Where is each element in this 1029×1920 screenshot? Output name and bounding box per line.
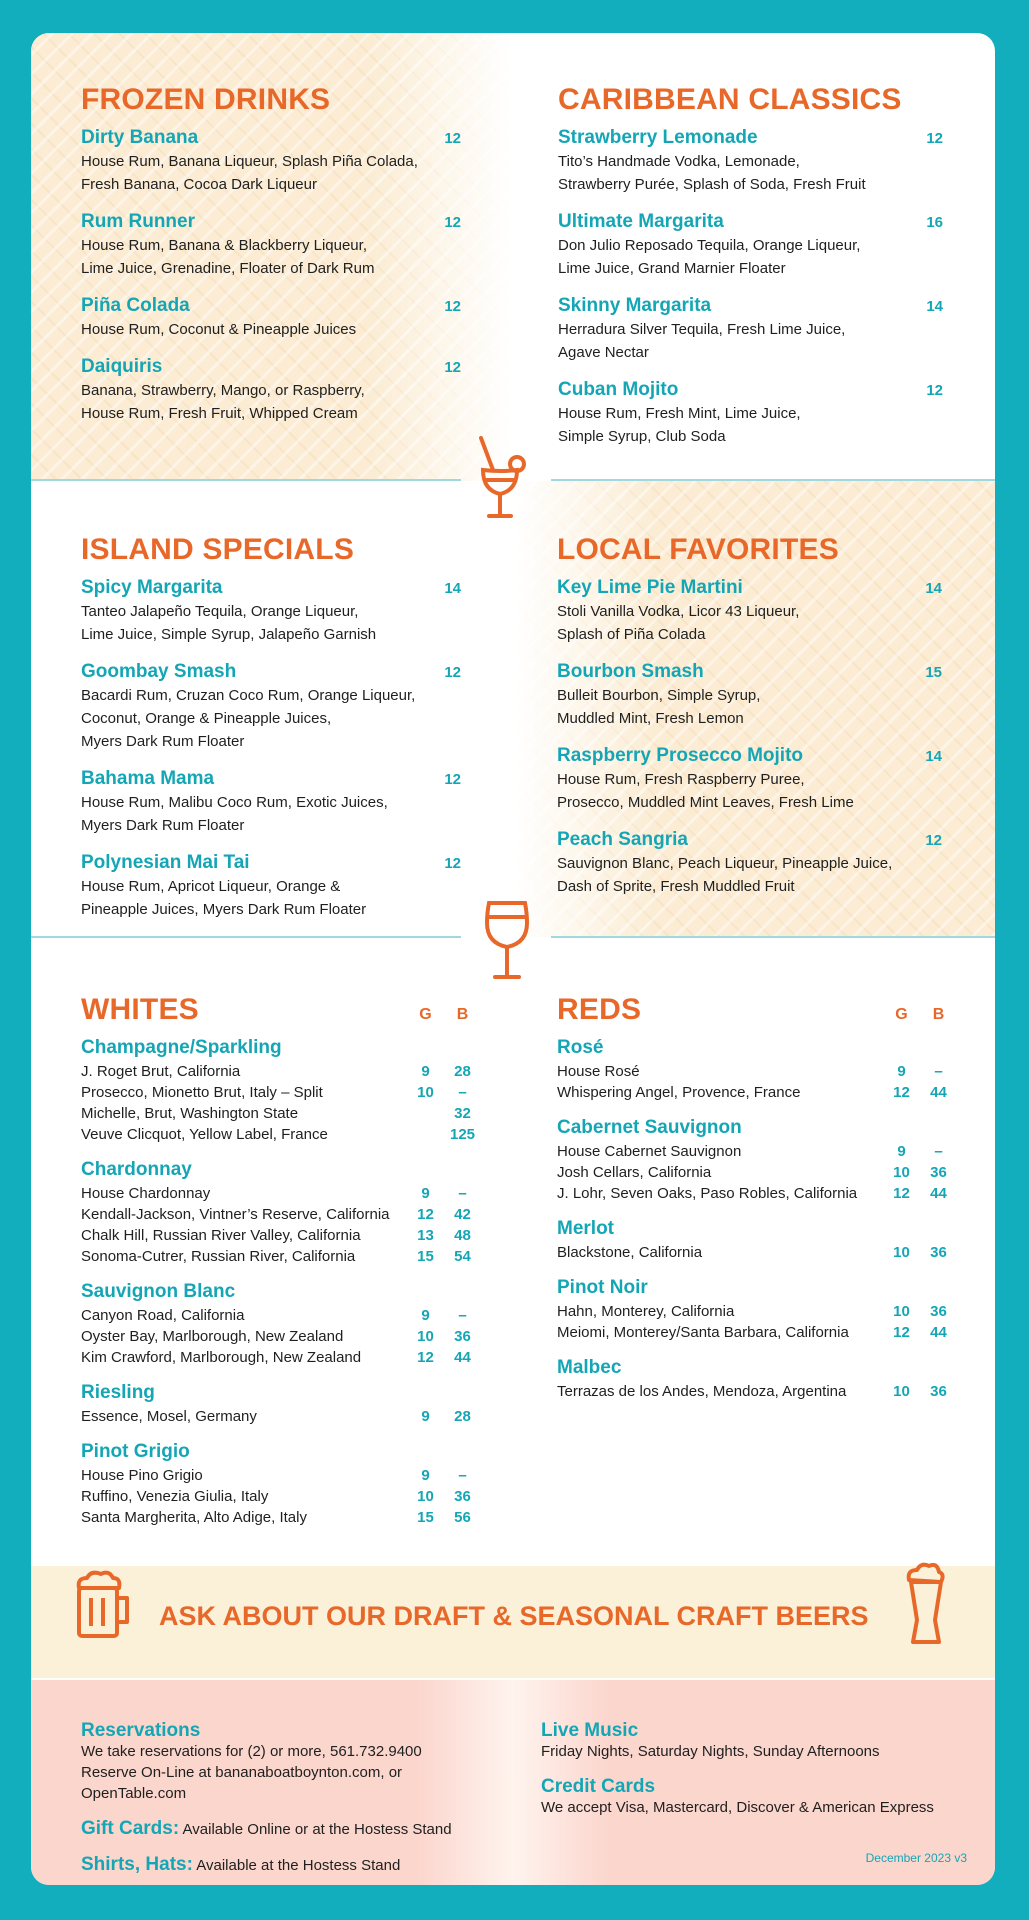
wine-name: Sonoma-Cutrer, Russian River, California bbox=[81, 1248, 356, 1265]
glass-label: G bbox=[419, 1006, 432, 1023]
menu-item-description: House Rum, Banana & Blackberry Liqueur, bbox=[81, 237, 367, 254]
menu-item-price: 12 bbox=[444, 298, 461, 315]
menu-item-description: Bulleit Bourbon, Simple Syrup, bbox=[557, 687, 761, 704]
glass-price: 9 bbox=[421, 1408, 430, 1425]
glass-price: 9 bbox=[421, 1063, 430, 1080]
wine-row bbox=[81, 1406, 481, 1427]
wine-name: Whispering Angel, Provence, France bbox=[557, 1084, 801, 1101]
wine-category-name: Champagne/Sparkling bbox=[81, 1037, 282, 1058]
wine-name: Josh Cellars, California bbox=[557, 1164, 712, 1181]
menu-item bbox=[558, 127, 943, 195]
section-island bbox=[81, 533, 461, 936]
menu-item-description: Fresh Banana, Cocoa Dark Liqueur bbox=[81, 176, 317, 193]
divider-1b bbox=[551, 479, 995, 481]
menu-item-description: Strawberry Purée, Splash of Soda, Fresh Fruit bbox=[558, 176, 866, 193]
menu-item-name: Strawberry Lemonade bbox=[558, 127, 758, 148]
menu-item bbox=[558, 379, 943, 447]
wine-name: J. Lohr, Seven Oaks, Paso Robles, California bbox=[557, 1185, 858, 1202]
wine-category bbox=[557, 1277, 957, 1343]
wine-row bbox=[81, 1225, 481, 1246]
wine-category-name: Sauvignon Blanc bbox=[81, 1281, 236, 1302]
section-title: ISLAND SPECIALS bbox=[81, 533, 355, 566]
menu-item-description: House Rum, Fresh Raspberry Puree, bbox=[557, 771, 805, 788]
menu-item-description: Muddled Mint, Fresh Lemon bbox=[557, 710, 744, 727]
wine-category-name: Riesling bbox=[81, 1382, 155, 1403]
bottle-price: 42 bbox=[454, 1206, 471, 1223]
menu-item-description: Lime Juice, Simple Syrup, Jalapeño Garnish bbox=[81, 626, 377, 643]
wine-row bbox=[81, 1486, 481, 1507]
wine-category bbox=[81, 1159, 481, 1267]
menu-item-name: Ultimate Margarita bbox=[558, 211, 724, 232]
menu-item-description: Prosecco, Muddled Mint Leaves, Fresh Lime bbox=[557, 794, 854, 811]
wine-category-name: Chardonnay bbox=[81, 1159, 192, 1180]
beer-banner-text: ASK ABOUT OUR DRAFT & SEASONAL CRAFT BEERS bbox=[159, 1601, 869, 1631]
menu-item bbox=[81, 127, 461, 195]
bottle-price: 36 bbox=[930, 1164, 947, 1181]
menu-item bbox=[558, 295, 943, 363]
menu-item-description: Tito’s Handmade Vodka, Lemonade, bbox=[558, 153, 800, 170]
reservations-block bbox=[81, 1720, 501, 1876]
bottle-price: 44 bbox=[454, 1349, 471, 1366]
menu-item-price: 12 bbox=[444, 664, 461, 681]
glass-price: 15 bbox=[417, 1509, 434, 1526]
wine-row bbox=[81, 1326, 481, 1347]
menu-item-price: 12 bbox=[444, 359, 461, 376]
glass-price: 9 bbox=[421, 1185, 430, 1202]
wine-name: House Chardonnay bbox=[81, 1185, 211, 1202]
glass-price: 12 bbox=[893, 1185, 910, 1202]
menu-item-name: Raspberry Prosecco Mojito bbox=[557, 745, 804, 766]
menu-item-description: Lime Juice, Grenadine, Floater of Dark Rum bbox=[81, 260, 375, 277]
wine-name: House Pino Grigio bbox=[81, 1467, 203, 1484]
wine-category bbox=[557, 1218, 957, 1263]
wine-name: Kendall-Jackson, Vintner’s Reserve, California bbox=[81, 1206, 390, 1223]
section-whites bbox=[81, 993, 481, 1542]
menu-item-name: Skinny Margarita bbox=[558, 295, 712, 316]
menu-item-description: Pineapple Juices, Myers Dark Rum Floater bbox=[81, 901, 367, 918]
gift-cards-text: Available Online or at the Hostess Stand bbox=[182, 1821, 452, 1838]
glass-price: 10 bbox=[417, 1488, 434, 1505]
glass-price: 12 bbox=[893, 1324, 910, 1341]
menu-item bbox=[81, 295, 461, 340]
wine-category-name: Cabernet Sauvignon bbox=[557, 1117, 742, 1138]
wine-name: Essence, Mosel, Germany bbox=[81, 1408, 257, 1425]
menu-item-price: 12 bbox=[926, 130, 943, 147]
menu-item-description: Lime Juice, Grand Marnier Floater bbox=[558, 260, 786, 277]
glass-price: 13 bbox=[417, 1227, 434, 1244]
wine-category bbox=[81, 1281, 481, 1368]
menu-item-price: 12 bbox=[444, 855, 461, 872]
menu-item-name: Polynesian Mai Tai bbox=[81, 852, 250, 873]
menu-item-description: Myers Dark Rum Floater bbox=[81, 817, 245, 834]
live-music-block bbox=[541, 1720, 971, 1818]
menu-item-description: House Rum, Fresh Fruit, Whipped Cream bbox=[81, 405, 358, 422]
bottle-price: – bbox=[458, 1185, 467, 1202]
menu-item-description: House Rum, Malibu Coco Rum, Exotic Juices, bbox=[81, 794, 388, 811]
wine-row bbox=[81, 1305, 481, 1326]
menu-item-name: Goombay Smash bbox=[81, 661, 237, 682]
menu-item-description: House Rum, Banana Liqueur, Splash Piña Colada, bbox=[81, 153, 418, 170]
wine-name: Meiomi, Monterey/Santa Barbara, California bbox=[557, 1324, 849, 1341]
wine-name: Terrazas de los Andes, Mendoza, Argentina bbox=[557, 1383, 847, 1400]
wine-category-name: Merlot bbox=[557, 1218, 614, 1239]
wine-name: Hahn, Monterey, California bbox=[557, 1303, 735, 1320]
glass-price: 10 bbox=[893, 1303, 910, 1320]
bottle-price: 28 bbox=[454, 1063, 471, 1080]
wine-name: J. Roget Brut, California bbox=[81, 1063, 241, 1080]
glass-price: 10 bbox=[417, 1084, 434, 1101]
glass-price: 9 bbox=[421, 1307, 430, 1324]
wine-name: Ruffino, Venezia Giulia, Italy bbox=[81, 1488, 269, 1505]
glass-price: 10 bbox=[893, 1244, 910, 1261]
glass-price: 10 bbox=[417, 1328, 434, 1345]
wine-category bbox=[81, 1382, 481, 1427]
wine-category-name: Pinot Noir bbox=[557, 1277, 648, 1298]
menu-item-description: Simple Syrup, Club Soda bbox=[558, 428, 726, 445]
menu-item-price: 12 bbox=[926, 382, 943, 399]
bottle-price: 54 bbox=[454, 1248, 471, 1265]
reservations-title: Reservations bbox=[81, 1720, 201, 1741]
wine-row bbox=[557, 1162, 957, 1183]
menu-item-name: Rum Runner bbox=[81, 211, 195, 232]
bottle-price: 125 bbox=[449, 1126, 476, 1143]
wine-row bbox=[557, 1301, 957, 1322]
menu-item bbox=[81, 356, 461, 424]
section-title: WHITES bbox=[81, 993, 199, 1026]
wine-glass-icon bbox=[477, 893, 537, 993]
divider-1 bbox=[31, 479, 461, 481]
shirts-hats-text: Available at the Hostess Stand bbox=[196, 1857, 401, 1874]
bottle-price: – bbox=[458, 1467, 467, 1484]
glass-price: 12 bbox=[417, 1206, 434, 1223]
wine-name: House Rosé bbox=[557, 1063, 640, 1080]
credit-cards-title: Credit Cards bbox=[541, 1776, 656, 1797]
menu-item bbox=[81, 577, 461, 645]
wine-category-name: Malbec bbox=[557, 1357, 622, 1378]
menu-item-description: Splash of Piña Colada bbox=[557, 626, 706, 643]
divider-2b bbox=[551, 936, 995, 938]
wine-row bbox=[81, 1183, 481, 1204]
glass-label: G bbox=[895, 1006, 908, 1023]
wine-name: House Cabernet Sauvignon bbox=[557, 1143, 742, 1160]
glass-bottle-header bbox=[883, 1006, 957, 1024]
wine-name: Blackstone, California bbox=[557, 1244, 703, 1261]
wine-category bbox=[557, 1037, 957, 1103]
menu-item-description: Don Julio Reposado Tequila, Orange Liqueur, bbox=[558, 237, 861, 254]
glass-bottle-header bbox=[407, 1006, 481, 1024]
glass-price: 12 bbox=[893, 1084, 910, 1101]
section-frozen bbox=[81, 83, 461, 440]
menu-item-description: Myers Dark Rum Floater bbox=[81, 733, 245, 750]
menu-item-price: 14 bbox=[925, 748, 942, 765]
menu-item bbox=[558, 211, 943, 279]
section-title: FROZEN DRINKS bbox=[81, 83, 331, 116]
menu-item-price: 14 bbox=[925, 580, 942, 597]
menu-item bbox=[81, 852, 461, 920]
footer bbox=[31, 1680, 995, 1885]
menu-item-name: Daiquiris bbox=[81, 356, 163, 377]
menu-item-description: Agave Nectar bbox=[558, 344, 649, 361]
wine-name: Oyster Bay, Marlborough, New Zealand bbox=[81, 1328, 344, 1345]
menu-item-name: Peach Sangria bbox=[557, 829, 688, 850]
wine-category bbox=[81, 1441, 481, 1528]
bottle-price: 44 bbox=[930, 1185, 947, 1202]
menu-item-description: Tanteo Jalapeño Tequila, Orange Liqueur, bbox=[81, 603, 359, 620]
version-label: December 2023 v3 bbox=[865, 1851, 967, 1865]
menu-item-price: 12 bbox=[444, 130, 461, 147]
bottle-price: 56 bbox=[454, 1509, 471, 1526]
wine-row bbox=[557, 1381, 957, 1402]
bottle-price: 44 bbox=[930, 1084, 947, 1101]
menu-item-name: Piña Colada bbox=[81, 295, 190, 316]
wine-row bbox=[81, 1347, 481, 1368]
menu-item-price: 12 bbox=[925, 832, 942, 849]
bottle-price: – bbox=[934, 1063, 943, 1080]
wine-row bbox=[557, 1183, 957, 1204]
menu-item bbox=[81, 211, 461, 279]
wine-row bbox=[557, 1061, 957, 1082]
wine-name: Canyon Road, California bbox=[81, 1307, 245, 1324]
glass-price: 12 bbox=[417, 1349, 434, 1366]
menu-item bbox=[81, 768, 461, 836]
bottle-price: 32 bbox=[454, 1105, 471, 1122]
menu-item-name: Cuban Mojito bbox=[558, 379, 679, 400]
menu-item bbox=[557, 829, 942, 897]
shirts-hats-title: Shirts, Hats: bbox=[81, 1854, 193, 1875]
menu-item-name: Bahama Mama bbox=[81, 768, 215, 789]
gift-cards-title: Gift Cards: bbox=[81, 1818, 180, 1839]
menu-item-name: Key Lime Pie Martini bbox=[557, 577, 743, 598]
wine-name: Michelle, Brut, Washington State bbox=[81, 1105, 299, 1122]
menu-item-price: 12 bbox=[444, 771, 461, 788]
glass-price: 9 bbox=[897, 1063, 906, 1080]
menu-item-description: Dash of Sprite, Fresh Muddled Fruit bbox=[557, 878, 795, 895]
menu-item bbox=[557, 661, 942, 729]
menu-card bbox=[31, 33, 995, 1885]
credit-cards-text: We accept Visa, Mastercard, Discover & American Express bbox=[541, 1799, 934, 1816]
bottle-price: 48 bbox=[454, 1227, 471, 1244]
bottle-label: B bbox=[932, 1006, 945, 1023]
wine-category bbox=[81, 1037, 481, 1145]
divider-2 bbox=[31, 936, 461, 938]
wine-row bbox=[81, 1082, 481, 1103]
menu-item-name: Dirty Banana bbox=[81, 127, 199, 148]
section-local bbox=[557, 533, 942, 913]
menu-item-description: Banana, Strawberry, Mango, or Raspberry, bbox=[81, 382, 365, 399]
cocktail-icon bbox=[473, 428, 533, 524]
menu-item-price: 15 bbox=[925, 664, 942, 681]
beer-glass-icon bbox=[901, 1560, 951, 1650]
menu-item bbox=[557, 745, 942, 813]
glass-price: 10 bbox=[893, 1383, 910, 1400]
reservations-line: Reserve On-Line at bananaboatboynton.com, or bbox=[81, 1764, 403, 1781]
section-title: REDS bbox=[557, 993, 642, 1026]
live-music-title: Live Music bbox=[541, 1720, 639, 1741]
wine-row bbox=[557, 1322, 957, 1343]
wine-name: Veuve Clicquot, Yellow Label, France bbox=[81, 1126, 328, 1143]
menu-item-name: Spicy Margarita bbox=[81, 577, 223, 598]
wine-row bbox=[81, 1124, 481, 1145]
menu-item-description: Herradura Silver Tequila, Fresh Lime Juice, bbox=[558, 321, 846, 338]
menu-item bbox=[557, 577, 942, 645]
glass-price: 9 bbox=[421, 1467, 430, 1484]
wine-row bbox=[81, 1507, 481, 1528]
menu-item-description: Stoli Vanilla Vodka, Licor 43 Liqueur, bbox=[557, 603, 800, 620]
wine-name: Kim Crawford, Marlborough, New Zealand bbox=[81, 1349, 362, 1366]
menu-item-description: Bacardi Rum, Cruzan Coco Rum, Orange Liqueur, bbox=[81, 687, 416, 704]
wine-row bbox=[81, 1204, 481, 1225]
menu-item-name: Bourbon Smash bbox=[557, 661, 704, 682]
menu-item-price: 16 bbox=[926, 214, 943, 231]
beer-mug-icon bbox=[73, 1566, 133, 1646]
menu-item-description: Sauvignon Blanc, Peach Liqueur, Pineapple Juice, bbox=[557, 855, 893, 872]
wine-category bbox=[557, 1357, 957, 1402]
section-caribbean bbox=[558, 83, 943, 463]
glass-price bbox=[407, 1103, 444, 1124]
section-reds bbox=[557, 993, 957, 1416]
bottle-price: – bbox=[458, 1084, 467, 1101]
wine-name: Santa Margherita, Alto Adige, Italy bbox=[81, 1509, 307, 1526]
wine-row bbox=[557, 1082, 957, 1103]
wine-row bbox=[81, 1246, 481, 1267]
menu-item-price: 14 bbox=[444, 580, 461, 597]
menu-item-price: 12 bbox=[444, 214, 461, 231]
bottle-price: 28 bbox=[454, 1408, 471, 1425]
wine-row bbox=[81, 1465, 481, 1486]
wine-row bbox=[81, 1103, 481, 1124]
wine-name: Prosecco, Mionetto Brut, Italy – Split bbox=[81, 1084, 323, 1101]
section-title: LOCAL FAVORITES bbox=[557, 533, 839, 566]
wine-row bbox=[557, 1242, 957, 1263]
menu-item bbox=[81, 661, 461, 752]
bottle-label: B bbox=[456, 1006, 469, 1023]
menu-item-description: House Rum, Coconut & Pineapple Juices bbox=[81, 321, 357, 338]
bottle-price: 36 bbox=[930, 1303, 947, 1320]
glass-price bbox=[407, 1124, 444, 1145]
bottle-price: 36 bbox=[454, 1328, 471, 1345]
wine-category bbox=[557, 1117, 957, 1204]
bottle-price: 36 bbox=[930, 1383, 947, 1400]
glass-price: 9 bbox=[897, 1143, 906, 1160]
wine-category-name: Pinot Grigio bbox=[81, 1441, 190, 1462]
glass-price: 15 bbox=[417, 1248, 434, 1265]
menu-item-description: Coconut, Orange & Pineapple Juices, bbox=[81, 710, 332, 727]
wine-row bbox=[557, 1141, 957, 1162]
menu-item-description: House Rum, Fresh Mint, Lime Juice, bbox=[558, 405, 801, 422]
glass-price: 10 bbox=[893, 1164, 910, 1181]
menu-item-price: 14 bbox=[926, 298, 943, 315]
live-music-text: Friday Nights, Saturday Nights, Sunday Afternoons bbox=[541, 1743, 880, 1760]
bottle-price: 36 bbox=[454, 1488, 471, 1505]
bottle-price: – bbox=[458, 1307, 467, 1324]
section-title: CARIBBEAN CLASSICS bbox=[558, 83, 902, 116]
bottle-price: 36 bbox=[930, 1244, 947, 1261]
bottle-price: 44 bbox=[930, 1324, 947, 1341]
wine-name: Chalk Hill, Russian River Valley, California bbox=[81, 1227, 361, 1244]
wine-row bbox=[81, 1061, 481, 1082]
menu-item-description: House Rum, Apricot Liqueur, Orange & bbox=[81, 878, 341, 895]
reservations-line: OpenTable.com bbox=[81, 1785, 187, 1802]
reservations-line: We take reservations for (2) or more, 561.732.9400 bbox=[81, 1743, 422, 1760]
bottle-price: – bbox=[934, 1143, 943, 1160]
wine-category-name: Rosé bbox=[557, 1037, 604, 1058]
